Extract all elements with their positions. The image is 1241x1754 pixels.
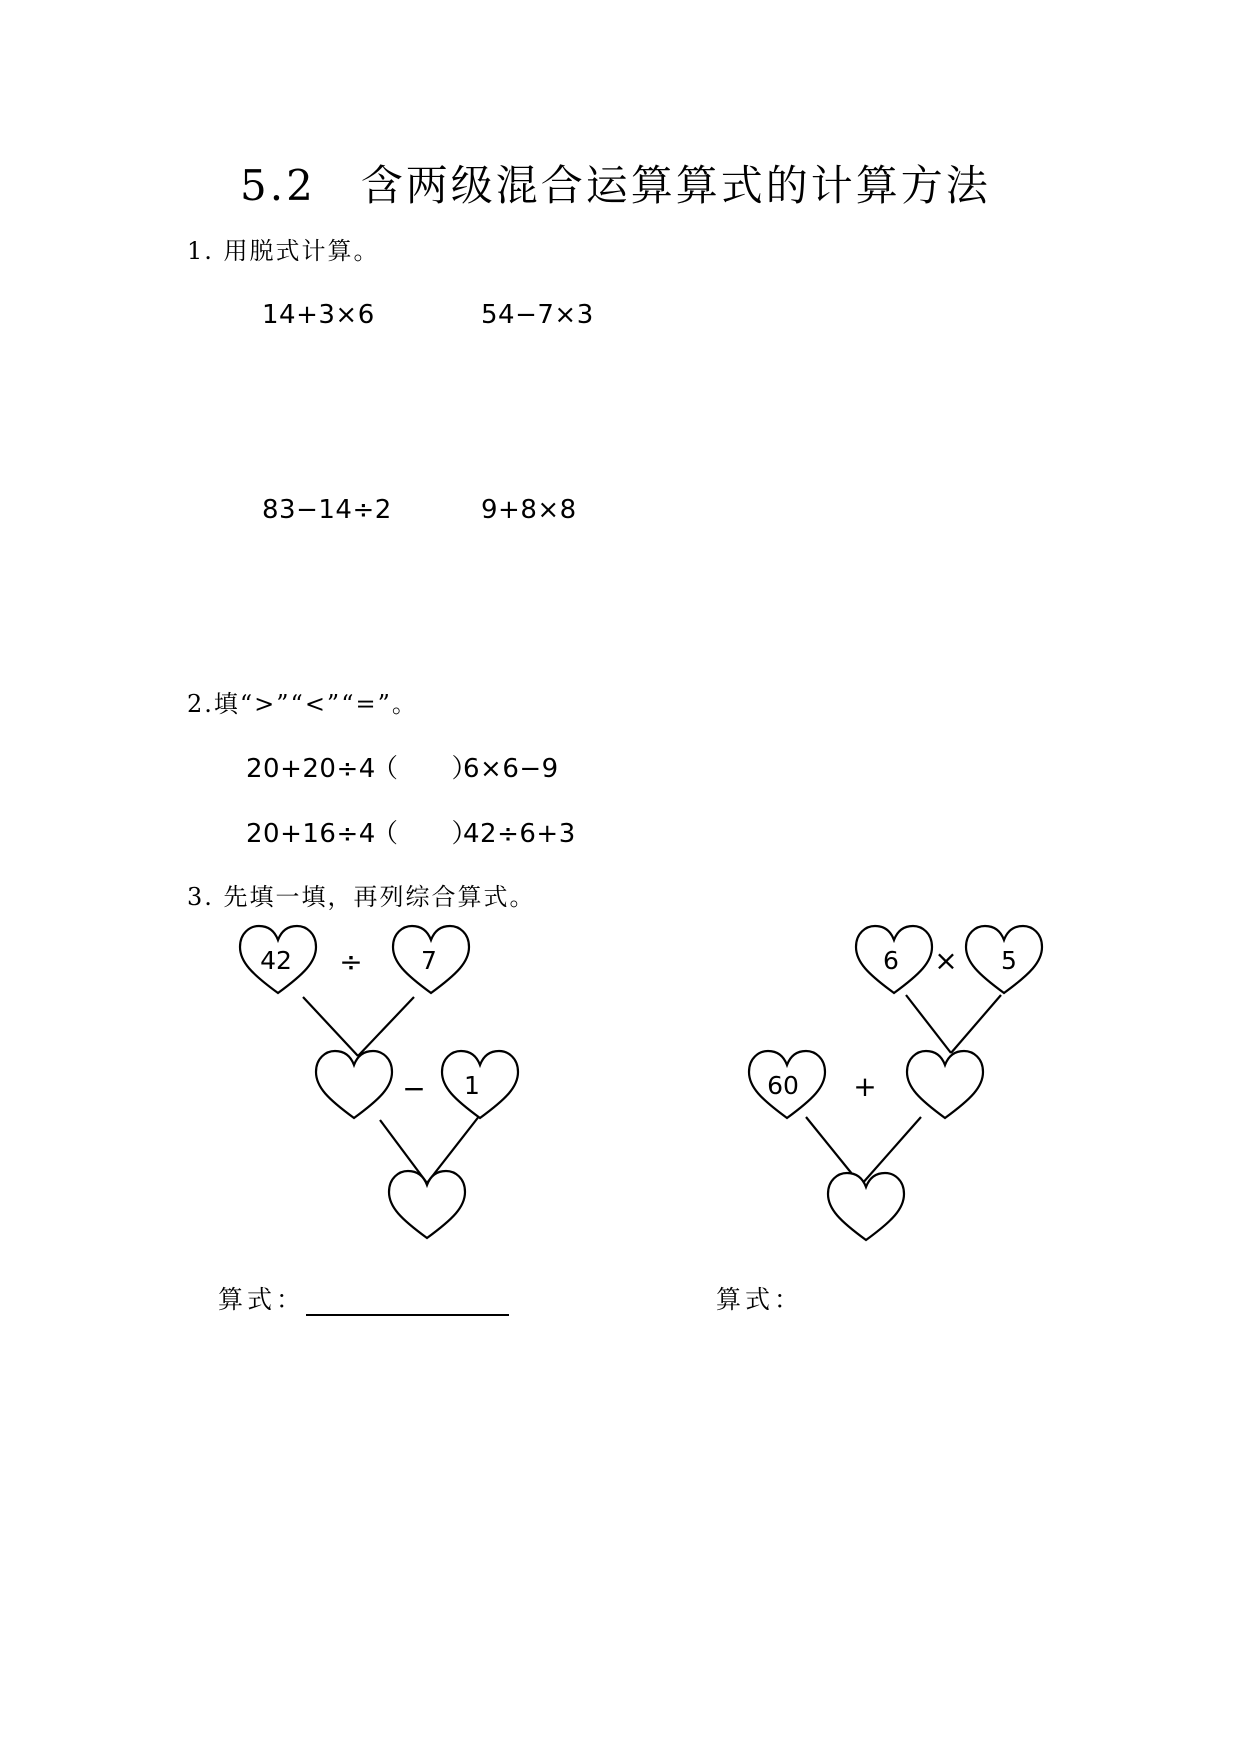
question-1-label: 1. 用脱式计算。 <box>187 237 380 265</box>
tree-2-bottom-heart[interactable] <box>828 1173 904 1240</box>
q2-row-1-blank[interactable]: （ ） <box>372 754 479 784</box>
tree-1-top-left-heart <box>240 926 316 993</box>
formula-label-2: 算式： <box>716 1285 804 1314</box>
q2-row-1-right: 6×6−9 <box>463 754 559 784</box>
q1-expression-2: 54−7×3 <box>481 300 594 330</box>
tree-1-top-left-value: 42 <box>260 946 292 975</box>
tree-2-middle-left-value: 60 <box>767 1071 799 1100</box>
tree-1-bottom-heart[interactable] <box>389 1171 465 1238</box>
formula-label-1: 算式： <box>218 1285 306 1314</box>
tree-1-top-operator: ÷ <box>339 945 363 978</box>
tree-2-middle-right-heart[interactable] <box>907 1051 983 1118</box>
tree-1-top-right-heart <box>393 926 469 993</box>
formula-answer-line-1[interactable] <box>306 1314 509 1316</box>
question-2-label: 2.填“>”“<”“=”。 <box>187 690 418 718</box>
tree-1-middle-left-heart[interactable] <box>316 1051 392 1118</box>
q2-row-2-left: 20+16÷4 <box>246 819 376 849</box>
q2-row-2-blank[interactable]: （ ） <box>372 819 479 849</box>
tree-2-top-right-value: 5 <box>1001 946 1017 975</box>
tree-1-middle-right-heart <box>442 1051 518 1118</box>
q2-row-1-left: 20+20÷4 <box>246 754 376 784</box>
tree-1-middle-operator: − <box>402 1072 426 1105</box>
tree-2-top-left-value: 6 <box>883 946 899 975</box>
tree-2-top-operator: × <box>934 944 958 977</box>
tree-2-middle-operator: + <box>853 1070 877 1103</box>
page-title: 5.2 含两级混合运算算式的计算方法 <box>240 161 991 210</box>
question-3-label: 3. 先填一填，再列综合算式。 <box>187 883 536 911</box>
tree-1-middle-right-value: 1 <box>464 1071 480 1100</box>
tree-1-top-right-value: 7 <box>421 946 437 975</box>
q2-row-2-right: 42÷6+3 <box>463 819 576 849</box>
tree-2-top-right-heart <box>966 926 1042 993</box>
tree-2-top-left-heart <box>856 926 932 993</box>
q1-expression-4: 9+8×8 <box>481 495 577 525</box>
q1-expression-1: 14+3×6 <box>262 300 375 330</box>
q1-expression-3: 83−14÷2 <box>262 495 392 525</box>
tree-2-middle-left-heart <box>749 1051 825 1118</box>
